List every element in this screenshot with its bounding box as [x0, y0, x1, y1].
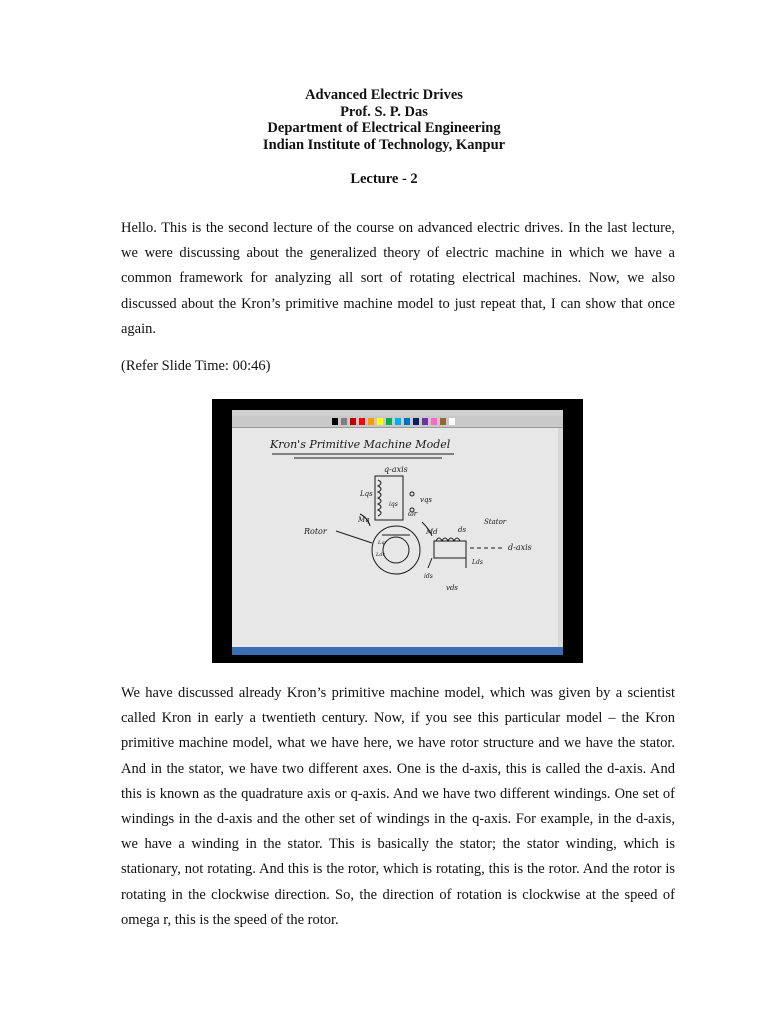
lds-label: Lds: [472, 559, 483, 566]
slide-image: [212, 399, 583, 663]
course-title: Advanced Electric Drives: [305, 87, 463, 103]
lqs-label: Lqs: [360, 490, 373, 498]
iqs-label: iqs: [389, 501, 398, 508]
vds-label: vds: [446, 584, 459, 592]
d-axis-label: d-axis: [508, 543, 532, 552]
rotor-label: Rotor: [304, 527, 327, 536]
md-label: Md: [426, 528, 438, 536]
body-paragraph: We have discussed already Kron’s primitive machine model, which was given by a scientist called Kron in early a twentieth century. Now, if you see this particular model – the Kron primitive machine model, what we have here, we have rotor structure and we have the stator. And in the stator, we have two different axes. One is the d-axis, this is called the d-axis. And this is known as the quadrature axis or q-axis. And we have two different windings. One set of windings in the d-axis and the other set of windings in the q-axis. For example, in the d-axis, we have a winding in the stator. This is basically the stator; the stator winding, which is stationary, not rotating. And this is the rotor, which is rotating, this is the rotor. And the rotor is rotating in the clockwise direction. So, the direction of rotation is clockwise at the speed of omega r, this is the speed of the rotor.: [121, 685, 675, 928]
ldr-label: Ldr: [376, 552, 385, 558]
intro-paragraph: Hello. This is the second lecture of the course on advanced electric drives. In the last lecture, we were discussing about the generalized theory of electric machine in which we have a common framework for analyzing all sort of rotating electrical machines. Now, we also discussed about the Kron’s primitive machine model to just repeat that, I can show that once again.: [121, 220, 675, 337]
ds-label: ds: [458, 526, 467, 534]
department-name: Department of Electrical Engineering: [267, 120, 501, 136]
toolbar-icons: [269, 438, 532, 592]
q-axis-label: q-axis: [384, 465, 408, 474]
ids-label: ids: [424, 573, 433, 580]
slide-taskbar: [232, 647, 563, 655]
lqr-label: Lqr: [378, 540, 387, 546]
professor-name: Prof. S. P. Das: [340, 103, 428, 120]
vqs-label: vqs: [420, 496, 433, 504]
slide-title: Kron's Primitive Machine Model: [270, 438, 451, 451]
stator-label: Stator: [484, 518, 507, 526]
refer-slide-time: (Refer Slide Time: 00:46): [121, 358, 271, 374]
wr-label: ωr: [408, 510, 418, 518]
institute-name: Indian Institute of Technology, Kanpur: [262, 136, 506, 153]
machine-diagram: [232, 410, 563, 647]
lecture-number: Lecture - 2: [350, 171, 418, 187]
slide-screen: [232, 410, 563, 655]
mq-label: Mq: [358, 516, 370, 524]
document-header: [0, 87, 768, 153]
